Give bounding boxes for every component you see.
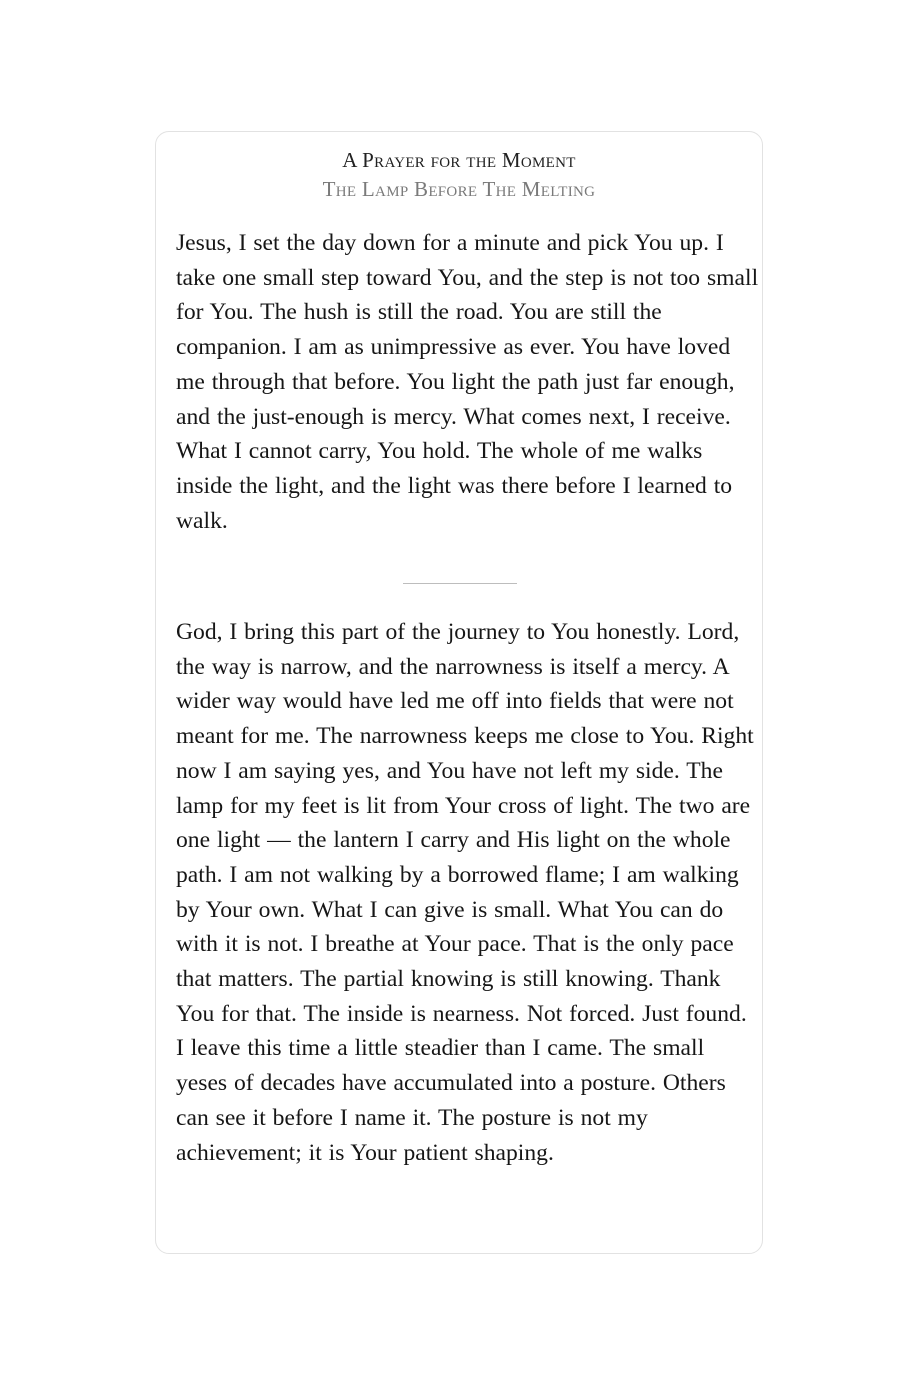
prayer-paragraph-1: Jesus, I set the day down for a minute and pick You up. I take one small step toward You, and the step is not too small for You. The hush is still the road. You are still the companion. I am as unimpressive as ever. You have loved me through that before. You light the path just far enough, and the just-enough is mercy. What comes next, I receive. What I cannot carry, You hold. The whole of me walks inside the light, and the light was there before I learned to walk.	[176, 230, 759, 534]
section-divider	[403, 583, 517, 584]
prayer-title: A Prayer for the Moment	[342, 148, 576, 172]
prayer-subtitle: The Lamp Before The Melting	[322, 177, 596, 201]
prayer-card	[155, 131, 763, 1254]
prayer-paragraph-2: God, I bring this part of the journey to You honestly. Lord, the way is narrow, and the narrowness is itself a mercy. A wider way would have led me off into fields that were not meant for me. The narrowness keeps me close to You. Right now I am saying yes, and You have not left my side. The lamp for my feet is lit from Your cross of light. The two are one light — the lantern I carry and His light on the whole path. I am not walking by a borrowed flame; I am walking by Your own. What I can give is small. What You can do with it is not. I breathe at Your pace. That is the only pace that matters. The partial knowing is still knowing. Thank You for that. The inside is nearness. Not forced. Just found. I leave this time a little steadier than I came. The small yeses of decades have accumulated into a posture. Others can see it before I name it. The posture is not my achievement; it is Your patient shaping.	[176, 619, 754, 1166]
